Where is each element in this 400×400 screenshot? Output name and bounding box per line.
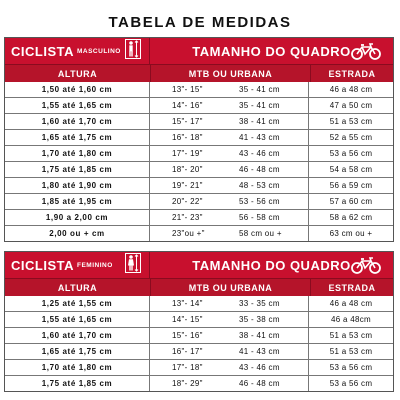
table-row <box>5 343 393 359</box>
mtb-cm-cell: 43 - 46 cm <box>227 360 309 375</box>
frame-size-label: TAMANHO DO QUADRO <box>192 257 351 273</box>
male-rows <box>5 82 393 241</box>
gender-label: FEMININO <box>76 261 113 269</box>
page-title: TABELA DE MEDIDAS <box>108 14 292 31</box>
mtb-cm-cell: 38 - 41 cm <box>227 328 309 343</box>
mtb-inch-cell: 18"- 20" <box>172 165 203 174</box>
table-row <box>5 359 393 375</box>
frame-size-label: TAMANHO DO QUADRO <box>192 43 351 59</box>
mtb-cm-cell: 38 - 41 cm <box>227 114 309 129</box>
female-column-headers <box>5 279 393 296</box>
table-row <box>5 209 393 225</box>
person-height-icon <box>125 39 141 64</box>
height-cell: 1,75 até 1,85 cm <box>5 162 150 177</box>
cyclist-header-cell <box>5 252 150 278</box>
table-row <box>5 327 393 343</box>
female-rows <box>5 296 393 391</box>
mtb-inch-cell: 23"ou +" <box>172 229 205 238</box>
mtb-inch-cell: 15"- 17" <box>172 117 203 126</box>
height-cell: 1,60 até 1,70 cm <box>5 328 150 343</box>
table-row <box>5 82 393 97</box>
height-cell: 1,65 até 1,75 cm <box>5 130 150 145</box>
column-header-mtb: MTB OU URBANA <box>151 65 311 82</box>
cyclist-label: CICLISTA <box>11 43 74 59</box>
bicycle-icon <box>351 256 381 279</box>
height-cell: 1,50 até 1,60 cm <box>5 82 150 97</box>
height-cell: 1,25 até 1,55 cm <box>5 296 150 311</box>
table-row <box>5 177 393 193</box>
mtb-inch-cell: 16"- 18" <box>172 133 203 142</box>
mtb-inch-cell: 16"- 17" <box>172 347 203 356</box>
mtb-cm-cell: 35 - 41 cm <box>227 98 309 113</box>
road-cell: 53 a 56 cm <box>329 379 373 388</box>
road-cell: 58 a 62 cm <box>329 213 373 222</box>
mtb-inch-cell: 15"- 16" <box>172 331 203 340</box>
mtb-inch-cell: 19"- 21" <box>172 181 203 190</box>
mtb-cm-cell: 46 - 48 cm <box>227 376 309 391</box>
mtb-cm-cell: 43 - 46 cm <box>227 146 309 161</box>
height-cell: 1,70 até 1,80 cm <box>5 146 150 161</box>
table-row <box>5 97 393 113</box>
road-cell: 52 a 55 cm <box>329 133 373 142</box>
female-size-table <box>4 251 394 392</box>
road-cell: 63 cm ou + <box>329 229 373 238</box>
table-row <box>5 161 393 177</box>
person-height-icon <box>125 253 141 278</box>
column-header-altura: ALTURA <box>5 65 151 82</box>
height-cell: 1,60 até 1,70 cm <box>5 114 150 129</box>
cyclist-header-cell <box>5 38 150 64</box>
mtb-inch-cell: 17"- 18" <box>172 363 203 372</box>
table-row <box>5 145 393 161</box>
road-cell: 53 a 56 cm <box>329 363 373 372</box>
mtb-cm-cell: 46 - 48 cm <box>227 162 309 177</box>
height-cell: 1,80 até 1,90 cm <box>5 178 150 193</box>
mtb-cm-cell: 41 - 43 cm <box>227 344 309 359</box>
mtb-cm-cell: 35 - 38 cm <box>227 312 309 327</box>
height-cell: 1,70 até 1,80 cm <box>5 360 150 375</box>
road-cell: 54 a 58 cm <box>329 165 373 174</box>
mtb-inch-cell: 14"- 16" <box>172 101 203 110</box>
road-cell: 51 a 53 cm <box>329 347 373 356</box>
mtb-cm-cell: 35 - 41 cm <box>227 82 309 97</box>
mtb-cm-cell: 41 - 43 cm <box>227 130 309 145</box>
mtb-inch-cell: 17"- 19" <box>172 149 203 158</box>
road-cell: 51 a 53 cm <box>329 331 373 340</box>
mtb-inch-cell: 14"- 15" <box>172 315 203 324</box>
height-cell: 1,65 até 1,75 cm <box>5 344 150 359</box>
height-cell: 1,85 até 1,95 cm <box>5 194 150 209</box>
column-header-altura: ALTURA <box>5 279 151 296</box>
mtb-inch-cell: 13"- 14" <box>172 299 203 308</box>
table-row <box>5 193 393 209</box>
road-cell: 46 a 48cm <box>330 315 372 324</box>
table-row <box>5 296 393 311</box>
mtb-cm-cell: 56 - 58 cm <box>227 210 309 225</box>
height-cell: 2,00 ou + cm <box>5 226 150 241</box>
frame-size-header-cell <box>150 252 393 278</box>
road-cell: 46 a 48 cm <box>329 85 373 94</box>
frame-size-header-cell <box>150 38 393 64</box>
height-cell: 1,55 até 1,65 cm <box>5 312 150 327</box>
mtb-inch-cell: 20"- 22" <box>172 197 203 206</box>
height-cell: 1,90 a 2,00 cm <box>5 210 150 225</box>
male-table-header <box>5 38 393 65</box>
female-table-header <box>5 252 393 279</box>
mtb-inch-cell: 21"- 23" <box>172 213 203 222</box>
mtb-cm-cell: 58 cm ou + <box>227 226 309 241</box>
column-header-mtb: MTB OU URBANA <box>151 279 311 296</box>
bicycle-icon <box>351 42 381 65</box>
column-header-estrada: ESTRADA <box>328 68 376 79</box>
table-row <box>5 225 393 241</box>
mtb-cm-cell: 48 - 53 cm <box>227 178 309 193</box>
height-cell: 1,75 até 1,85 cm <box>5 376 150 391</box>
mtb-cm-cell: 53 - 56 cm <box>227 194 309 209</box>
table-row <box>5 375 393 391</box>
male-size-table <box>4 37 394 242</box>
male-column-headers <box>5 65 393 82</box>
mtb-inch-cell: 13"- 15" <box>172 85 203 94</box>
table-row <box>5 311 393 327</box>
road-cell: 47 a 50 cm <box>329 101 373 110</box>
road-cell: 57 a 60 cm <box>329 197 373 206</box>
road-cell: 51 a 53 cm <box>329 117 373 126</box>
mtb-inch-cell: 18"- 29" <box>172 379 203 388</box>
road-cell: 46 a 48 cm <box>329 299 373 308</box>
gender-label: MASCULINO <box>76 47 121 55</box>
road-cell: 56 a 59 cm <box>329 181 373 190</box>
table-row <box>5 129 393 145</box>
cyclist-label: CICLISTA <box>11 257 74 273</box>
mtb-cm-cell: 33 - 35 cm <box>227 296 309 311</box>
column-header-estrada: ESTRADA <box>328 282 376 293</box>
road-cell: 53 a 56 cm <box>329 149 373 158</box>
height-cell: 1,55 até 1,65 cm <box>5 98 150 113</box>
table-row <box>5 113 393 129</box>
